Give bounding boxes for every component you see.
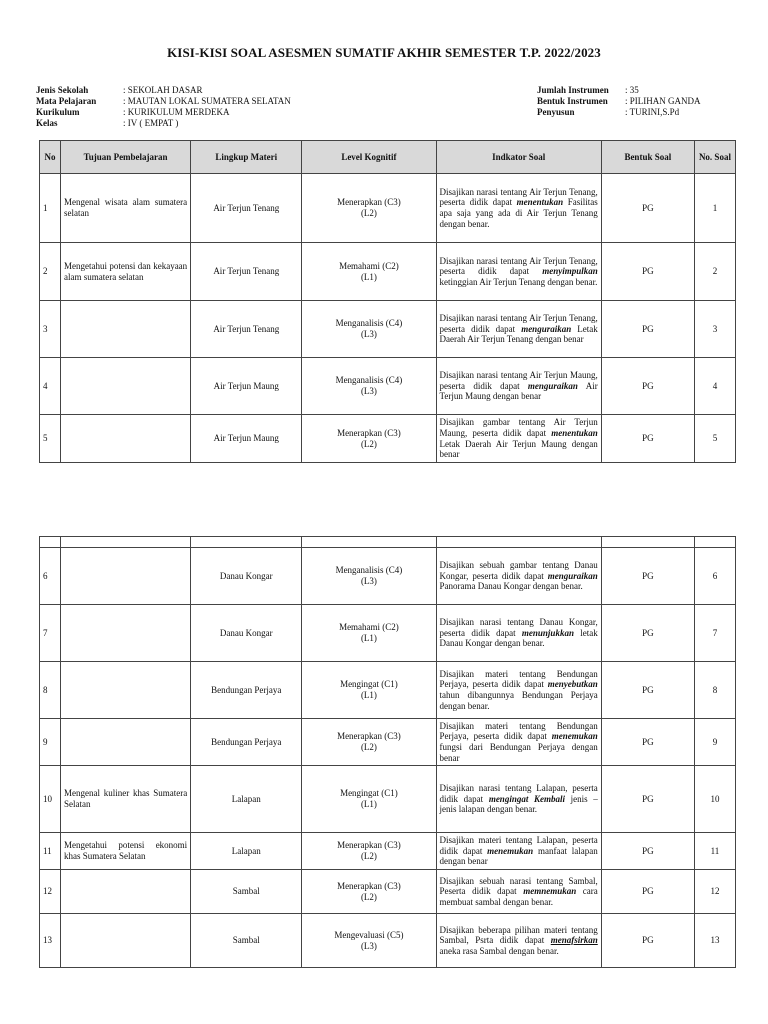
level-code: (L1)	[360, 633, 377, 643]
indikator-text: Disajikan narasi tentang Air Terjun Tenang, peserta didik dapat	[439, 255, 598, 277]
table-row	[40, 870, 736, 914]
level-code: (L1)	[360, 271, 377, 282]
meta-left	[36, 85, 291, 129]
level-code: (L2)	[360, 438, 377, 449]
cell-tujuan: Mengenal kuliner khas Sumatera Selatan	[61, 766, 191, 833]
meta-value: : KURIKULUM MERDEKA	[123, 107, 230, 117]
table-row	[40, 174, 736, 243]
cell-indikator	[436, 662, 601, 719]
cell-nosoal: 9	[694, 719, 735, 766]
cell-level	[302, 662, 436, 719]
level-code: (L2)	[360, 891, 377, 902]
meta-value: : IV ( EMPAT )	[123, 118, 179, 128]
meta-key: Penyusun	[537, 107, 575, 117]
cell-lingkup: Bendungan Perjaya	[191, 719, 302, 766]
table-row	[40, 605, 736, 662]
level-name: Mengingat (C1)	[340, 679, 398, 690]
indikator-text: Letak Daerah Air Terjun Maung dengan benar	[439, 438, 598, 460]
meta-right	[537, 85, 701, 118]
cell-nosoal: 5	[694, 415, 735, 463]
level-name: Menerapkan (C3)	[337, 840, 401, 851]
header-level: Level Kognitif	[302, 141, 436, 174]
cell-level	[302, 833, 436, 870]
cell-level	[302, 766, 436, 833]
cell-tujuan	[61, 914, 191, 968]
meta-key: Bentuk Instrumen	[537, 96, 608, 106]
table-header-row	[40, 141, 736, 174]
table-row	[40, 358, 736, 415]
header-nosoal: No. Soal	[694, 141, 735, 174]
indikator-text: Disajikan narasi tentang Air Terjun Tenang, peserta didik dapat	[439, 313, 598, 334]
indikator-text: Disajikan materi tentang Bendungan Perjaya, peserta didik dapat	[439, 720, 598, 742]
cell-indikator	[436, 719, 601, 766]
header-lingkup: Lingkup Materi	[191, 141, 302, 174]
cell-indikator	[436, 548, 601, 605]
meta-value: : PILIHAN GANDA	[625, 96, 701, 106]
header-tujuan: Tujuan Pembelajaran	[61, 141, 191, 174]
level-name: Memahami (C2)	[339, 622, 399, 633]
indikator-text: tahun dibangunnya Bendungan Perjaya dengan benar.	[439, 690, 598, 711]
indikator-keyword: menguraikan	[521, 323, 572, 334]
cell-lingkup: Bendungan Perjaya	[191, 662, 302, 719]
indikator-text: Air Terjun Maung dengan benar	[439, 380, 598, 402]
cell-no: 5	[40, 415, 61, 463]
cell-level	[302, 243, 436, 301]
indikator-text: Disajikan sebuah gambar tentang Danau Kongar, peserta didik dapat	[439, 560, 598, 581]
level-name: Menerapkan (C3)	[337, 427, 401, 438]
cell-level	[302, 870, 436, 914]
indikator-text: letak Danau Kongar dengan benar.	[439, 627, 598, 649]
cell-no: 2	[40, 243, 61, 301]
document-title: KISI-KISI SOAL ASESMEN SUMATIF AKHIR SEMESTER T.P. 2022/2023	[167, 45, 601, 60]
level-code: (L2)	[360, 851, 377, 861]
indikator-keyword: mengingat Kembali	[488, 793, 565, 804]
level-name: Menganalisis (C4)	[335, 318, 403, 329]
level-name: Mengingat (C1)	[340, 788, 398, 799]
cell-nosoal: 3	[694, 301, 735, 358]
level-name: Menganalisis (C4)	[335, 565, 403, 576]
indikator-text: aneka rasa Sambal dengan benar.	[439, 945, 559, 956]
empty-cell	[302, 537, 436, 548]
cell-indikator	[436, 415, 601, 463]
cell-lingkup: Air Terjun Tenang	[191, 301, 302, 358]
cell-no: 8	[40, 662, 61, 719]
header-bentuk: Bentuk Soal	[601, 141, 694, 174]
cell-bentuk: PG	[601, 174, 694, 243]
cell-level	[302, 358, 436, 415]
indikator-text: Disajikan narasi tentang Air Terjun Tenang, peserta didik dapat	[439, 186, 598, 208]
indikator-keyword: menguraikan	[527, 380, 578, 391]
meta-key: Kelas	[36, 118, 58, 128]
cell-level	[302, 548, 436, 605]
cell-bentuk: PG	[601, 914, 694, 968]
cell-bentuk: PG	[601, 662, 694, 719]
cell-lingkup: Air Terjun Maung	[191, 415, 302, 463]
cell-indikator	[436, 358, 601, 415]
indikator-keyword: menguraikan	[547, 570, 598, 581]
cell-tujuan	[61, 548, 191, 605]
cell-lingkup: Lalapan	[191, 766, 302, 833]
cell-indikator	[436, 301, 601, 358]
level-name: Menerapkan (C3)	[337, 731, 401, 742]
cell-tujuan: Mengetahui potensi dan kekayaan alam sumatera selatan	[61, 243, 191, 301]
table-row	[40, 548, 736, 605]
indikator-text: Disajikan materi tentang Lalapan, peserta didik dapat	[439, 835, 598, 856]
table-row	[40, 243, 736, 301]
cell-bentuk: PG	[601, 358, 694, 415]
cell-bentuk: PG	[601, 301, 694, 358]
empty-cell	[694, 537, 735, 548]
level-name: Menganalisis (C4)	[335, 375, 403, 386]
table-row	[40, 415, 736, 463]
empty-header-row	[40, 537, 736, 548]
cell-no: 13	[40, 914, 61, 968]
header-no: No	[40, 141, 61, 174]
meta-row	[36, 85, 291, 96]
cell-lingkup: Sambal	[191, 914, 302, 968]
table-row	[40, 766, 736, 833]
cell-level	[302, 914, 436, 968]
cell-lingkup: Lalapan	[191, 833, 302, 870]
table-row	[40, 833, 736, 870]
meta-value: : 35	[625, 85, 639, 95]
empty-cell	[601, 537, 694, 548]
meta-row	[36, 118, 291, 129]
level-name: Memahami (C2)	[339, 260, 399, 271]
indikator-text: Panorama Danau Kongar dengan benar.	[439, 581, 583, 592]
meta-value: : SEKOLAH DASAR	[123, 85, 203, 95]
meta-key: Jenis Sekolah	[36, 85, 89, 95]
cell-nosoal: 7	[694, 605, 735, 662]
cell-nosoal: 8	[694, 662, 735, 719]
cell-bentuk: PG	[601, 548, 694, 605]
indikator-text: Disajikan narasi tentang Lalapan, peserta didik dapat	[439, 783, 598, 804]
cell-indikator	[436, 605, 601, 662]
cell-level	[302, 301, 436, 358]
cell-tujuan	[61, 719, 191, 766]
cell-lingkup: Air Terjun Tenang	[191, 243, 302, 301]
indikator-keyword: menafsirkan	[550, 935, 598, 946]
empty-cell	[191, 537, 302, 548]
meta-row	[537, 107, 701, 118]
kisi-table-page-1	[39, 140, 736, 463]
indikator-text: Fasilitas apa saja yang ada di Air Terjun Tenang dengan benar.	[439, 197, 598, 229]
cell-bentuk: PG	[601, 605, 694, 662]
indikator-text: fungsi dari Bendungan Perjaya dengan benar	[439, 742, 598, 763]
indikator-keyword: menunjukkan	[521, 627, 574, 638]
cell-tujuan	[61, 415, 191, 463]
cell-tujuan	[61, 301, 191, 358]
table-row	[40, 914, 736, 968]
level-name: Mengevaluasi (C5)	[334, 929, 404, 940]
cell-bentuk: PG	[601, 415, 694, 463]
indikator-keyword: menemukan	[487, 845, 534, 856]
cell-bentuk: PG	[601, 719, 694, 766]
meta-key: Mata Pelajaran	[36, 96, 97, 106]
cell-bentuk: PG	[601, 766, 694, 833]
level-code: (L3)	[360, 940, 377, 951]
kisi-table-page-2	[39, 536, 736, 968]
cell-indikator	[436, 174, 601, 243]
cell-bentuk: PG	[601, 243, 694, 301]
cell-lingkup: Sambal	[191, 870, 302, 914]
indikator-text: Disajikan narasi tentang Danau Kongar, peserta didik dapat	[439, 617, 598, 638]
cell-no: 4	[40, 358, 61, 415]
cell-nosoal: 2	[694, 243, 735, 301]
level-name: Menerapkan (C3)	[337, 197, 401, 208]
meta-value: : TURINI,S.Pd	[625, 107, 680, 117]
cell-lingkup: Air Terjun Tenang	[191, 174, 302, 243]
level-code: (L1)	[360, 799, 377, 809]
cell-level	[302, 174, 436, 243]
indikator-text: cara membuat sambal dengan benar.	[439, 886, 598, 907]
cell-tujuan: Mengetahui potensi ekonomi khas Sumatera Selatan	[61, 833, 191, 870]
cell-tujuan	[61, 662, 191, 719]
indikator-text: Disajikan beberapa pilihan materi tentang Sambal, Psrta didik dapat	[439, 924, 598, 946]
indikator-keyword: menyebutkan	[547, 679, 598, 690]
cell-nosoal: 11	[694, 833, 735, 870]
table-row	[40, 301, 736, 358]
indikator-text: manfaat lalapan dengan benar	[439, 845, 598, 867]
meta-row	[36, 96, 291, 107]
cell-indikator	[436, 870, 601, 914]
cell-level	[302, 605, 436, 662]
indikator-text: Disajikan narasi tentang Air Terjun Maung, peserta didik dapat	[439, 370, 598, 391]
indikator-keyword: memnemukan	[523, 886, 577, 897]
cell-no: 7	[40, 605, 61, 662]
cell-level	[302, 415, 436, 463]
level-code: (L3)	[360, 386, 377, 396]
level-code: (L3)	[360, 329, 377, 339]
level-name: Menerapkan (C3)	[337, 880, 401, 891]
indikator-text: Disajikan materi tentang Bendungan Perjaya, peserta didik dapat	[439, 668, 598, 690]
cell-nosoal: 1	[694, 174, 735, 243]
cell-indikator	[436, 766, 601, 833]
level-code: (L3)	[360, 576, 377, 586]
cell-tujuan	[61, 358, 191, 415]
meta-row	[537, 96, 701, 107]
cell-no: 6	[40, 548, 61, 605]
cell-no: 12	[40, 870, 61, 914]
meta-key: Kurikulum	[36, 107, 80, 117]
cell-lingkup: Air Terjun Maung	[191, 358, 302, 415]
cell-nosoal: 13	[694, 914, 735, 968]
level-code: (L2)	[360, 742, 377, 752]
empty-cell	[40, 537, 61, 548]
cell-nosoal: 4	[694, 358, 735, 415]
meta-row	[36, 107, 291, 118]
cell-no: 3	[40, 301, 61, 358]
cell-lingkup: Danau Kongar	[191, 605, 302, 662]
cell-nosoal: 10	[694, 766, 735, 833]
meta-value: : MAUTAN LOKAL SUMATERA SELATAN	[123, 96, 291, 106]
indikator-text: jenis – jenis lalapan dengan benar.	[439, 793, 598, 815]
indikator-keyword: menyimpulkan	[542, 266, 598, 277]
cell-no: 9	[40, 719, 61, 766]
level-code: (L2)	[360, 208, 377, 218]
cell-indikator	[436, 833, 601, 870]
cell-tujuan	[61, 870, 191, 914]
cell-level	[302, 719, 436, 766]
cell-bentuk: PG	[601, 870, 694, 914]
cell-no: 10	[40, 766, 61, 833]
level-code: (L1)	[360, 690, 377, 700]
cell-tujuan	[61, 605, 191, 662]
cell-no: 1	[40, 174, 61, 243]
indikator-keyword: menemukan	[551, 731, 598, 742]
cell-nosoal: 12	[694, 870, 735, 914]
indikator-keyword: menentukan	[516, 197, 564, 208]
indikator-text: Disajikan gambar tentang Air Terjun Maung, peserta didik dapat	[439, 417, 598, 438]
indikator-keyword: menentukan	[551, 427, 598, 438]
indikator-text: ketinggian Air Terjun Tenang dengan benar.	[439, 276, 598, 287]
cell-nosoal: 6	[694, 548, 735, 605]
indikator-text: Letak Daerah Air Terjun Tenang dengan benar	[439, 323, 598, 345]
table-row	[40, 662, 736, 719]
indikator-text: Disajikan sebuah narasi tentang Sambal, Peserta didik dapat	[439, 875, 598, 897]
cell-lingkup: Danau Kongar	[191, 548, 302, 605]
empty-cell	[61, 537, 191, 548]
header-indikator: Indkator Soal	[436, 141, 601, 174]
empty-cell	[436, 537, 601, 548]
meta-row	[537, 85, 701, 96]
cell-bentuk: PG	[601, 833, 694, 870]
cell-tujuan: Mengenal wisata alam sumatera selatan	[61, 174, 191, 243]
cell-indikator	[436, 914, 601, 968]
meta-key: Jumlah Instrumen	[537, 85, 609, 95]
cell-no: 11	[40, 833, 61, 870]
cell-indikator	[436, 243, 601, 301]
table-row	[40, 719, 736, 766]
